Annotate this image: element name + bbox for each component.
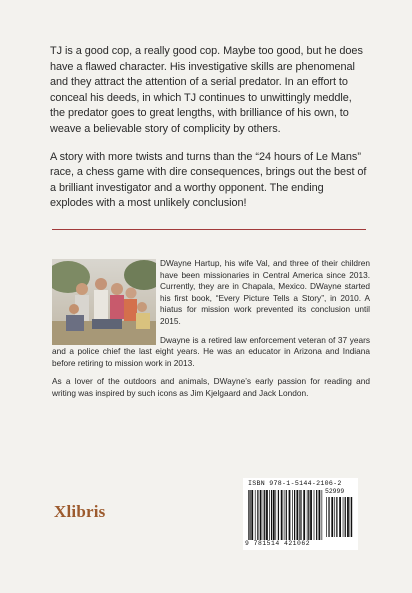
- publisher-logo: Xlibris: [54, 502, 106, 521]
- bio-paragraph: DWayne Hartup, his wife Val, and three of their children have been missionaries in Central America since 2013. Currently, they are in Chapala, Mexico. DWayne started his first book, “Every Picture Tells a Story”, in 2010. A hiatus for mission work prevented its conclusion until 2015.: [160, 258, 370, 326]
- bio-paragraph: As a lover of the outdoors and animals, DWayne’s early passion for reading and writing was inspired by such icons as Jim Kjelgaard and Jack London.: [52, 376, 370, 398]
- barcode-digits: 9 781514 421062: [245, 540, 311, 547]
- isbn-barcode: [243, 478, 358, 550]
- bio-paragraph: Dwayne is a retired law enforcement veteran of 37 years and a police chief the last eight years. He was an educator in Arizona and Indiana before retiring to mission work in 2013.: [52, 334, 370, 368]
- book-blurb: [50, 44, 368, 224]
- addon-barcode-bars: [325, 497, 353, 537]
- barcode-bars: [247, 490, 323, 540]
- author-bio: [52, 258, 370, 407]
- price-code: 52999: [325, 488, 345, 495]
- divider-rule: [52, 229, 366, 230]
- isbn-label: ISBN 978-1-5144-2106-2: [248, 480, 342, 487]
- blurb-paragraph: A story with more twists and turns than the “24 hours of Le Mans” race, a chess game with dire consequences, brings out the best of a brilliant investigator and a worthy opponent. The ending explodes with a most unlikely conclusion!: [50, 150, 367, 210]
- blurb-paragraph: TJ is a good cop, a really good cop. Maybe too good, but he does have a flawed character. His investigative skills are phenomenal and they attract the attention of a serial predator. In an effort to conceal his deeds, in which TJ continues to unwittingly meddle, the predator goes to great lengths, with brilliance of his own, to weave a believable story of complicity by others.: [50, 45, 363, 135]
